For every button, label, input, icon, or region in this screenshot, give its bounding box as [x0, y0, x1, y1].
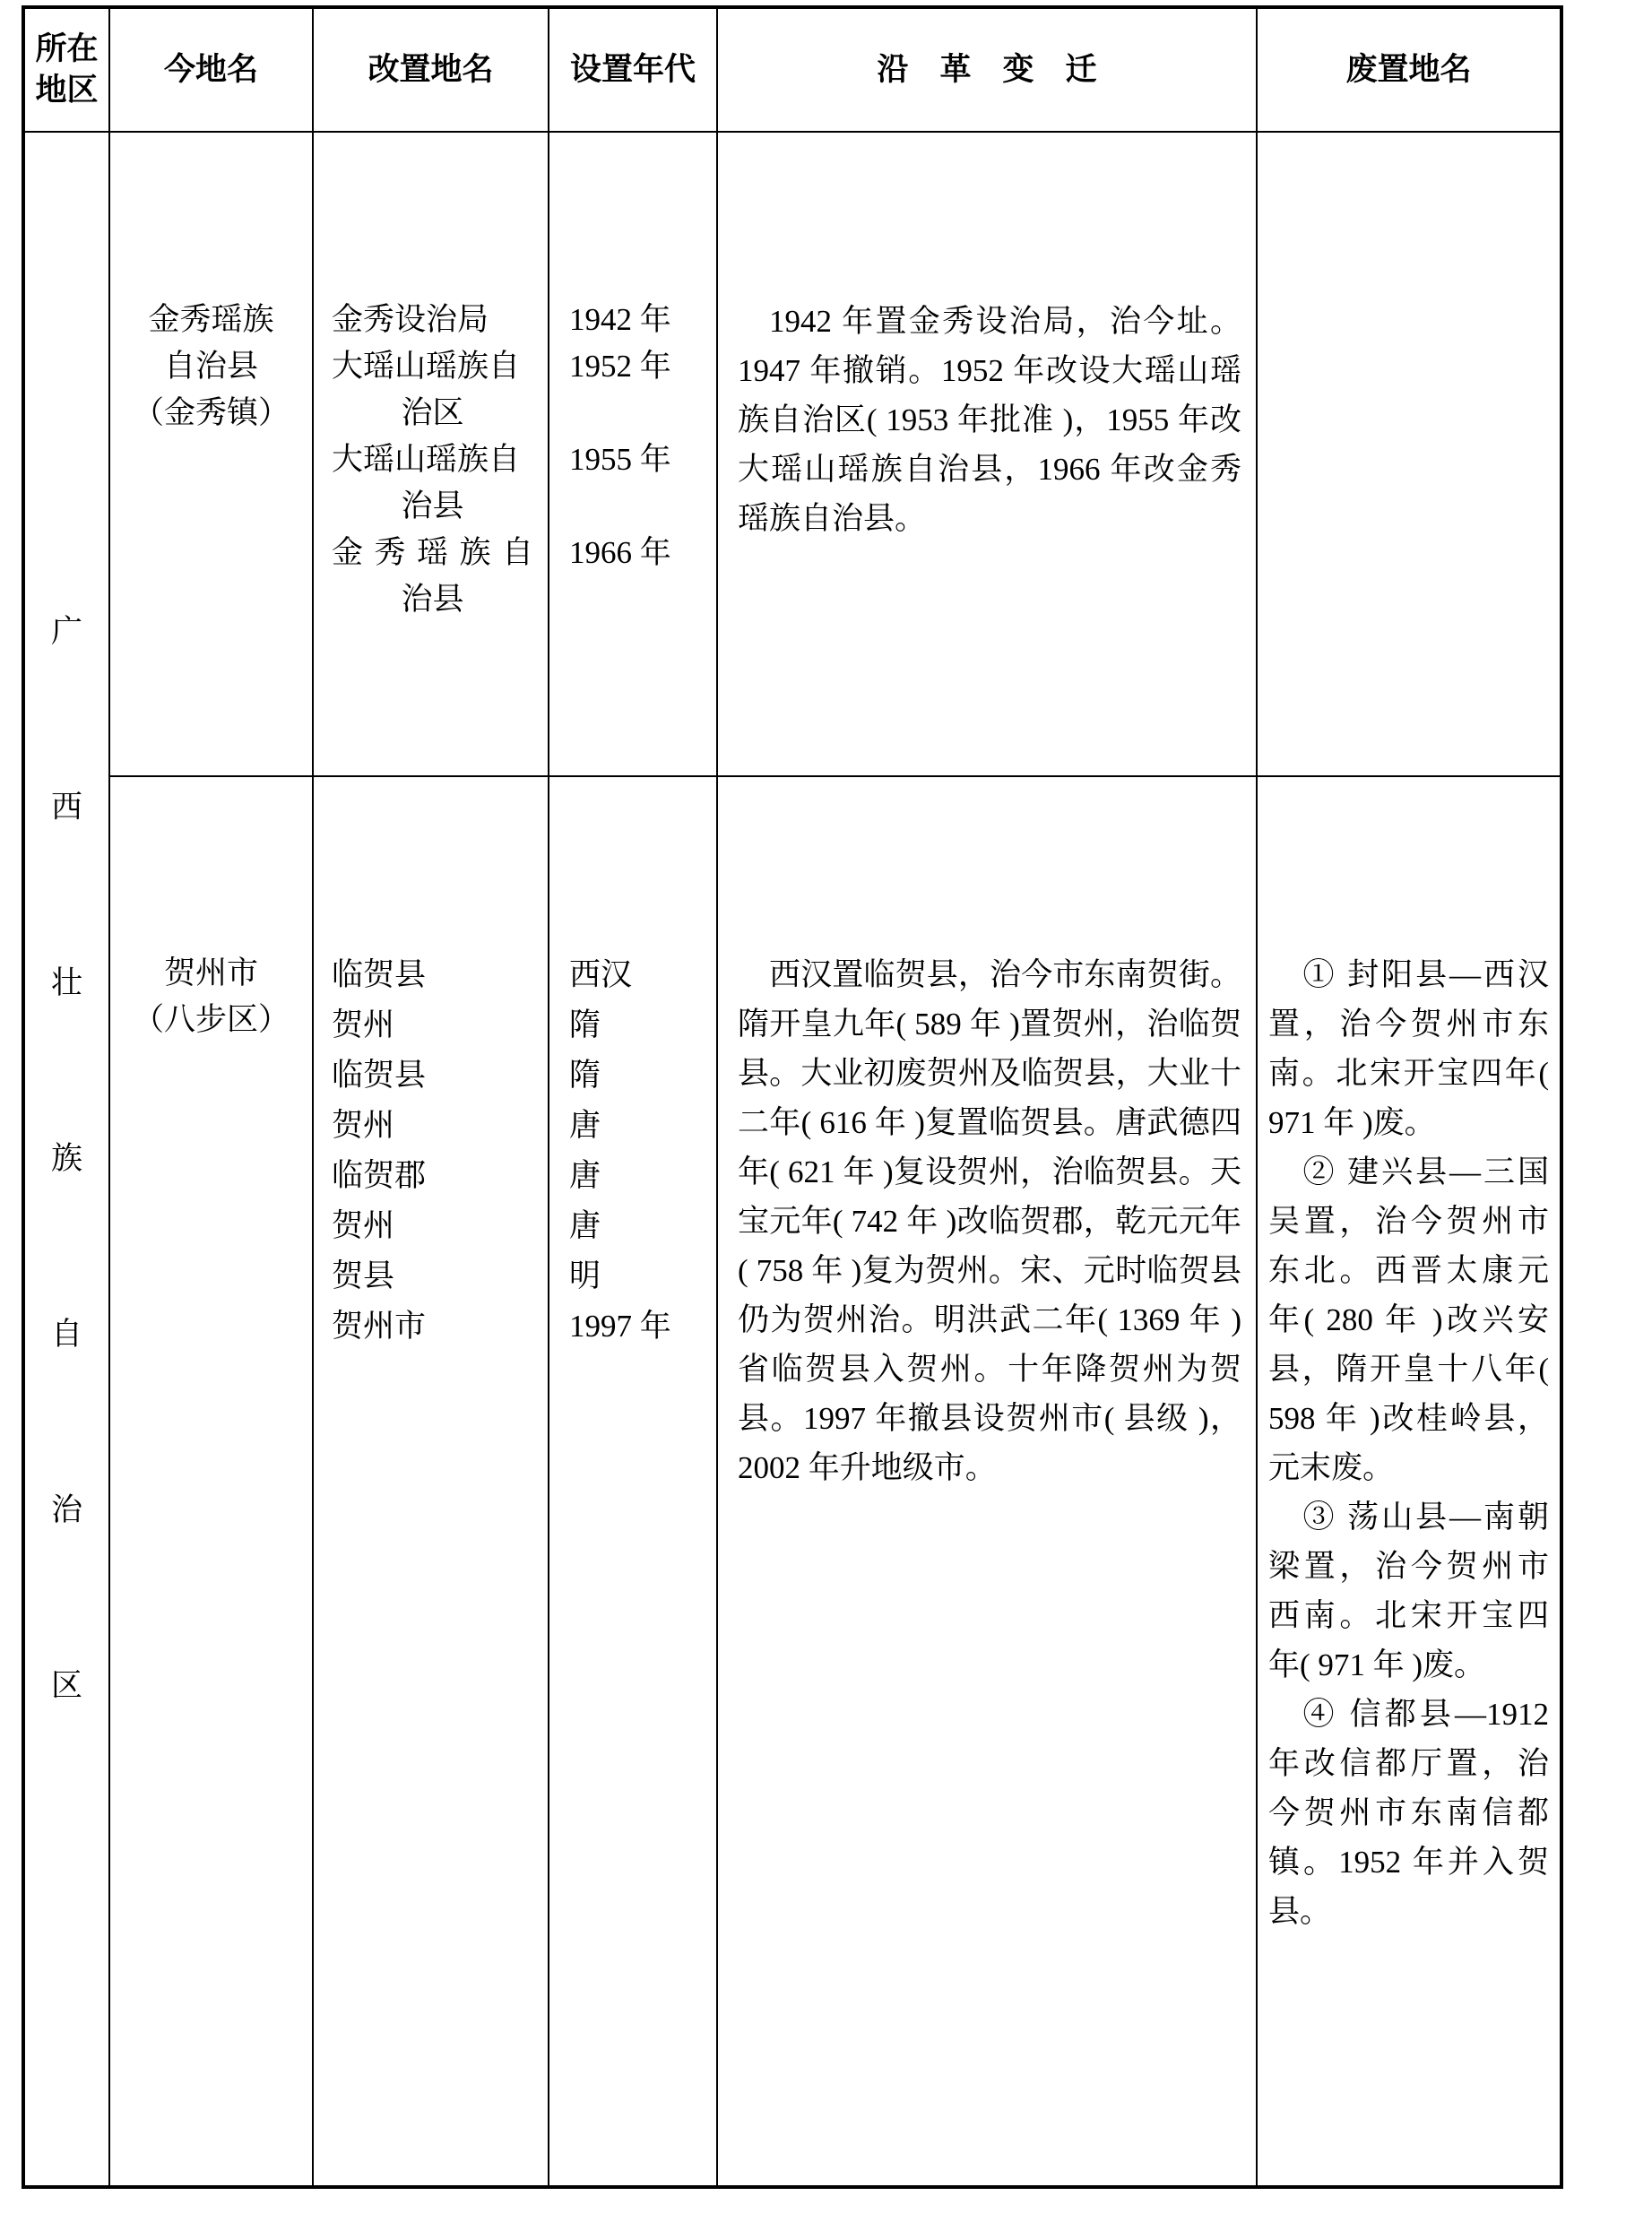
- today-name-hezhou: [110, 777, 312, 1043]
- renamed-line: 贺州: [332, 1208, 395, 1243]
- renamed-cell: [313, 132, 549, 776]
- history-jinxiu: [718, 133, 1256, 543]
- era-year: 隋: [569, 1058, 601, 1093]
- abolished-item: ② 建兴县—三国吴置，治今贺州市东北。西晋太康元年( 280 年 )改兴安县，隋开皇十八年( 598 年 )改桂岭县，元末废。: [1268, 1154, 1549, 1485]
- abolished-item: ③ 荡山县—南朝梁置，治今贺州市西南。北宋开宝四年( 971 年 )废。: [1268, 1500, 1549, 1682]
- renamed-cell: [313, 776, 549, 2187]
- renamed-line: 临贺县: [332, 1058, 427, 1093]
- header-today-name: 今地名: [109, 7, 313, 132]
- era-year: 1955 年: [569, 442, 671, 477]
- table-header-row: [23, 7, 1561, 132]
- renamed-line: 贺州市: [332, 1309, 427, 1344]
- era-year: 隋: [569, 1007, 601, 1042]
- era-year: 西汉: [569, 957, 633, 992]
- abolished-list-hezhou: [1258, 777, 1560, 1936]
- renamed-list-hezhou: [314, 777, 548, 1352]
- renamed-line: 大瑶山瑶族自: [332, 442, 521, 477]
- era-list-hezhou: [549, 777, 716, 1352]
- header-history: 沿 革 变 迁: [717, 7, 1257, 132]
- header-abolished: 废置地名: [1257, 7, 1561, 132]
- era-year: 唐: [569, 1208, 601, 1243]
- era-list-jinxiu: [549, 133, 716, 576]
- era-year: 唐: [569, 1158, 601, 1193]
- era-spacer: [569, 390, 711, 437]
- today-name-cell: [109, 776, 313, 2187]
- era-cell: [549, 132, 717, 776]
- today-name-line: 自治县: [163, 349, 258, 384]
- table-row-jinxiu: [23, 132, 1561, 776]
- era-year: 明: [569, 1258, 601, 1293]
- region-char: 治: [50, 1492, 82, 1527]
- era-year: 1997 年: [569, 1309, 671, 1344]
- renamed-line: 金秀设治局: [332, 302, 489, 337]
- era-year: 1942 年: [569, 302, 671, 337]
- header-region-line1: 所在: [35, 31, 99, 66]
- history-cell: [717, 132, 1257, 776]
- table-row-hezhou: [23, 776, 1561, 2187]
- today-name-jinxiu: [110, 133, 312, 437]
- header-era: 设置年代: [549, 7, 717, 132]
- renamed-line: 贺州: [332, 1007, 395, 1042]
- today-name-line: （金秀镇）: [132, 395, 290, 430]
- region-char: 自: [50, 1317, 82, 1352]
- renamed-line: 临贺郡: [332, 1158, 427, 1193]
- today-name-line: （八步区）: [132, 1002, 290, 1037]
- region-char: 西: [50, 790, 82, 825]
- header-renamed: 改置地名: [313, 7, 549, 132]
- era-spacer: [569, 483, 711, 530]
- placename-table: [22, 5, 1563, 2189]
- renamed-list-jinxiu: [314, 133, 548, 623]
- region-vertical-label: [25, 616, 108, 1702]
- era-year: 唐: [569, 1108, 601, 1143]
- renamed-line: 贺州: [332, 1108, 395, 1143]
- header-region-line2: 地区: [35, 73, 99, 108]
- today-name-line: 贺州市: [163, 955, 258, 990]
- region-char: 壮: [50, 965, 82, 1000]
- era-cell: [549, 776, 717, 2187]
- region-char: 族: [50, 1141, 82, 1176]
- abolished-item: ① 封阳县—西汉置，治今贺州市东南。北宋开宝四年( 971 年 )废。: [1268, 957, 1549, 1140]
- today-name-line: 金秀瑶族: [148, 302, 274, 337]
- renamed-line: 大瑶山瑶族自: [332, 349, 521, 384]
- region-char: 区: [50, 1668, 82, 1703]
- renamed-line: 治县: [401, 488, 464, 523]
- history-paragraph: 1942 年置金秀设治局，治今址。1947 年撤销。1952 年改设大瑶山瑶族自治区( 1953 年批准 )，1955 年改大瑶山瑶族自治县，1966 年改金秀瑶族自治县。: [738, 304, 1241, 536]
- era-year: 1966 年: [569, 535, 671, 570]
- abolished-cell: [1257, 776, 1561, 2187]
- region-char: 广: [50, 614, 82, 649]
- today-name-cell: [109, 132, 313, 776]
- renamed-line: 临贺县: [332, 957, 427, 992]
- header-region: [23, 7, 109, 132]
- history-paragraph: 西汉置临贺县，治今市东南贺街。隋开皇九年( 589 年 )置贺州，治临贺县。大业初废贺州及临贺县，大业十二年( 616 年 )复置临贺县。唐武德四年( 621 年 )复设贺州，治临贺县。天宝元年( 742 年 )改临贺郡，乾元元年( 758 年 )复为贺州。宋、元时临贺县仍为贺州治。明洪武二年( 1369 年 )省临贺县入贺州。十年降贺州为贺县。1997 年撤县设贺州市( 县级 )，2002 年升地级市。: [738, 957, 1241, 1485]
- renamed-line: 治县: [401, 582, 464, 617]
- renamed-line: 金秀瑶族自: [332, 535, 533, 570]
- era-year: 1952 年: [569, 349, 671, 384]
- renamed-line: 治区: [401, 395, 464, 430]
- renamed-line: 贺县: [332, 1258, 395, 1293]
- region-cell-guangxi: [23, 132, 109, 2187]
- abolished-cell: [1257, 132, 1561, 776]
- history-cell: [717, 776, 1257, 2187]
- history-hezhou: [718, 777, 1256, 1492]
- abolished-item: ④ 信都县—1912 年改信都厅置，治今贺州市东南信都镇。1952 年并入贺县。: [1268, 1697, 1549, 1929]
